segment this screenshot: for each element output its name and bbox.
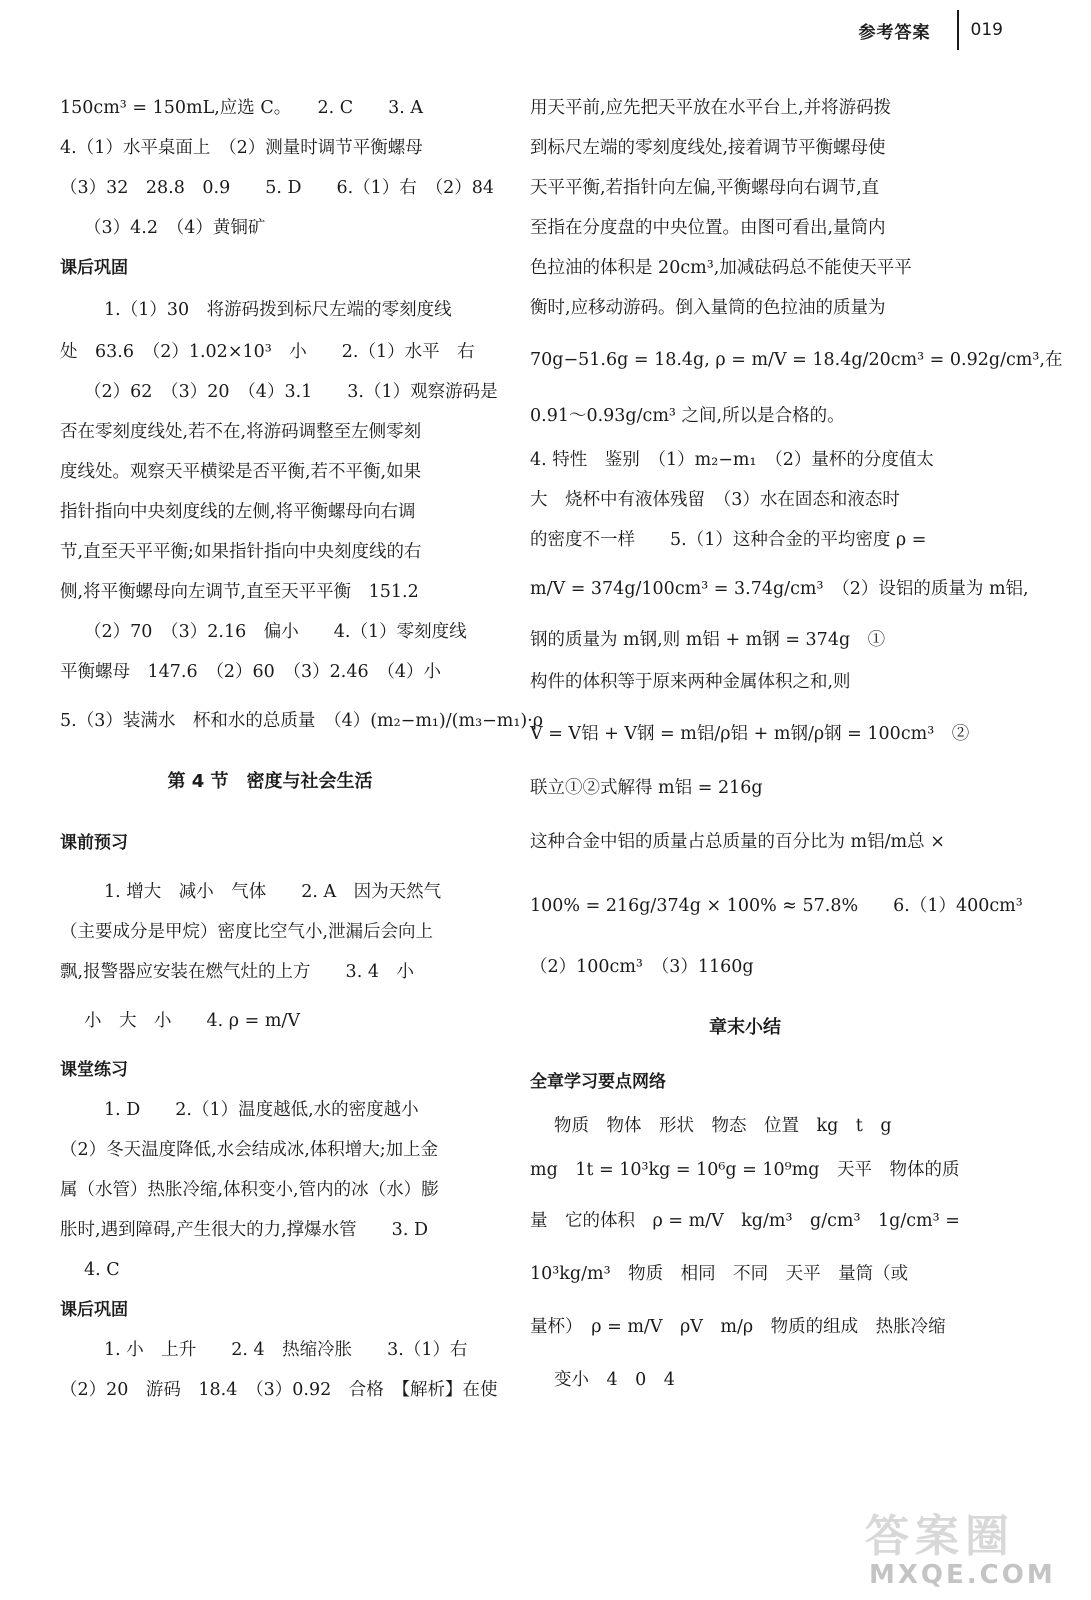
text-line: 天平平衡,若指针向左偏,平衡螺母向右调节,直 [530, 178, 880, 198]
text-line: 5.（3）装满水 杯和水的总质量 （4）(m₂−m₁)/(m₃−m₁)·ρ [60, 711, 544, 731]
text-line: 胀时,遇到障碍,产生很大的力,撑爆水管 3. D [60, 1220, 428, 1240]
section-heading: 全章学习要点网络 [530, 1072, 666, 1092]
text-line: 指针指向中央刻度线的左侧,将平衡螺母向右调 [60, 502, 416, 522]
text-line: 物质 物体 形状 物态 位置 kg t g [554, 1116, 892, 1136]
text-line: 这种合金中铝的质量占总质量的百分比为 m铝/m总 × [530, 832, 945, 852]
text-line: 70g−51.6g = 18.4g, ρ = m/V = 18.4g/20cm³ = 0.92g/cm³,在 [530, 350, 1063, 370]
text-line: 至指在分度盘的中央位置。由图可看出,量筒内 [530, 218, 886, 238]
text-line: mg 1t = 10³kg = 10⁶g = 10⁹mg 天平 物体的质 [530, 1160, 960, 1180]
page-number: 019 [970, 20, 1003, 40]
text-line: m/V = 374g/100cm³ = 3.74g/cm³ （2）设铝的质量为 m铝, [530, 579, 1029, 599]
text-line: 150cm³ = 150mL,应选 C。 2. C 3. A [60, 98, 424, 118]
text-line: 平衡螺母 147.6 （2）60 （3）2.46 （4）小 [60, 662, 441, 682]
text-line: 处 63.6 （2）1.02×10³ 小 2.（1）水平 右 [60, 342, 475, 362]
text-line: 1. D 2.（1）温度越低,水的密度越小 [104, 1100, 419, 1120]
text-line: 侧,将平衡螺母向左调节,直至天平平衡 151.2 [60, 582, 419, 602]
chapter-summary-title: 章末小结 [709, 1017, 781, 1038]
text-line: 100% = 216g/374g × 100% ≈ 57.8% 6.（1）400cm³ [530, 896, 1023, 916]
watermark [865, 1500, 1065, 1590]
text-line: 钢的质量为 m钢,则 m铝 + m钢 = 374g ① [530, 630, 886, 650]
text-line: 属（水管）热胀冷缩,体积变小,管内的冰（水）膨 [60, 1180, 439, 1200]
text-line: 1. 增大 减小 气体 2. A 因为天然气 [104, 882, 442, 902]
text-line: V = V铝 + V钢 = m铝/ρ铝 + m钢/ρ钢 = 100cm³ ② [530, 724, 970, 744]
section-heading: 课堂练习 [60, 1060, 128, 1080]
text-line: 色拉油的体积是 20cm³,加减砝码总不能使天平平 [530, 258, 912, 278]
page-header [859, 14, 1003, 46]
text-line: 否在零刻度线处,若不在,将游码调整至左侧零刻 [60, 422, 422, 442]
section-title: 第 4 节 密度与社会生活 [167, 771, 373, 792]
text-line: 1.（1）30 将游码拨到标尺左端的零刻度线 [104, 300, 452, 320]
text-line: （2）20 游码 18.4 （3）0.92 合格 【解析】在使 [60, 1380, 498, 1400]
text-line: 用天平前,应先把天平放在水平台上,并将游码拨 [530, 98, 892, 118]
watermark-site: MXQE.COM [869, 1560, 1056, 1590]
text-line: 变小 4 0 4 [554, 1370, 675, 1390]
text-line: 衡时,应移动游码。倒入量筒的色拉油的质量为 [530, 298, 886, 318]
text-line: 到标尺左端的零刻度线处,接着调节平衡螺母使 [530, 138, 886, 158]
text-line: 4. 特性 鉴别 （1）m₂−m₁ （2）量杯的分度值太 [530, 450, 934, 470]
text-line: 的密度不一样 5.（1）这种合金的平均密度 ρ = [530, 530, 927, 550]
text-line: 构件的体积等于原来两种金属体积之和,则 [530, 672, 851, 692]
text-line: 10³kg/m³ 物质 相同 不同 天平 量筒（或 [530, 1264, 909, 1284]
text-line: 1. 小 上升 2. 4 热缩冷胀 3.（1）右 [104, 1340, 468, 1360]
section-heading: 课后巩固 [60, 1300, 128, 1320]
text-line: 飘,报警器应安装在燃气灶的上方 3. 4 小 [60, 962, 414, 982]
text-line: 小 大 小 4. ρ = m/V [84, 1011, 300, 1031]
text-line: （2）100cm³ （3）1160g [530, 957, 754, 977]
text-line: （2）62 （3）20 （4）3.1 3.（1）观察游码是 [84, 382, 498, 402]
header-title: 参考答案 [858, 22, 931, 43]
header-divider [957, 10, 959, 50]
text-line: 0.91～0.93g/cm³ 之间,所以是合格的。 [530, 406, 845, 426]
text-line: 量 它的体积 ρ = m/V kg/m³ g/cm³ 1g/cm³ = [530, 1211, 960, 1231]
left-column [60, 88, 544, 1410]
text-line: （3）4.2 （4）黄铜矿 [84, 218, 266, 238]
text-line: （2）冬天温度降低,水会结成冰,体积增大;加上金 [60, 1140, 439, 1160]
section-heading: 课前预习 [60, 833, 128, 853]
text-line: （2）70 （3）2.16 偏小 4.（1）零刻度线 [84, 622, 467, 642]
text-line: （主要成分是甲烷）密度比空气小,泄漏后会向上 [60, 922, 434, 942]
text-line: 量杯） ρ = m/V ρV m/ρ 物质的组成 热胀冷缩 [530, 1317, 946, 1337]
text-line: （3）32 28.8 0.9 5. D 6.（1）右 （2）84 [60, 178, 494, 198]
text-line: 联立①②式解得 m铝 = 216g [530, 778, 763, 798]
text-line: 节,直至天平平衡;如果指针指向中央刻度线的右 [60, 542, 422, 562]
text-line: 4. C [84, 1260, 120, 1280]
section-heading: 课后巩固 [60, 258, 128, 278]
text-line: 度线处。观察天平横梁是否平衡,若不平衡,如果 [60, 462, 422, 482]
text-line: 4.（1）水平桌面上 （2）测量时调节平衡螺母 [60, 138, 423, 158]
right-column [530, 88, 1063, 1404]
text-line: 大 烧杯中有液体残留 （3）水在固态和液态时 [530, 490, 900, 510]
watermark-logo: 答案圈 [865, 1511, 1015, 1562]
